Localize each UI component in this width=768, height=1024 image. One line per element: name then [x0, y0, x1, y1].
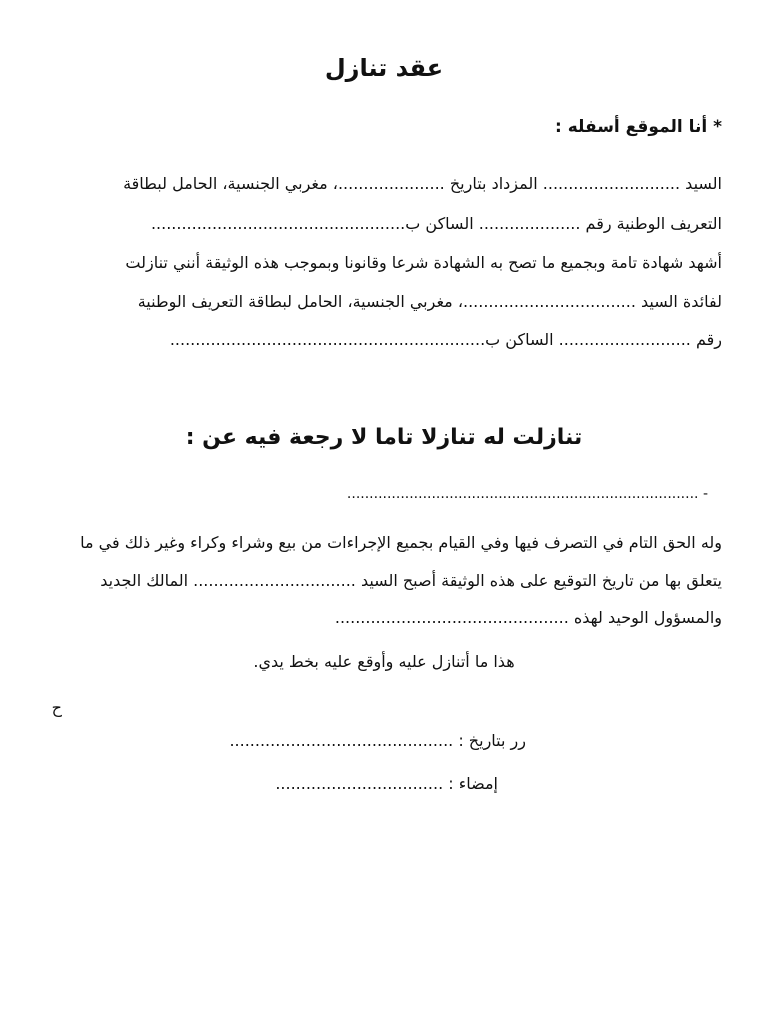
paragraph-line: وله الحق التام في التصرف فيها وفي القيام بجميع الإجراءات من بيع وشراء وكراء وغير ذلك في ما — [80, 533, 722, 552]
paragraph-line: يتعلق بها من تاريخ التوقيع على هذه الوثيقة أصبح السيد ................................ المالك الجديد — [100, 570, 722, 590]
document-title: عقد تنازل — [324, 54, 444, 82]
party-one-paragraph — [123, 164, 722, 244]
paragraph-line: لفائدة السيد ..................................، مغربي الجنسية، الحامل لبطاقة التعريف الوطنية — [137, 291, 722, 311]
paragraph-line: والمسؤول الوحيد لهذه .............................................. — [334, 608, 722, 627]
place-line: ح — [51, 698, 62, 717]
closing-statement: هذا ما أتنازل عليه وأوقع عليه بخط يدي. — [253, 652, 515, 671]
waiver-heading: تنازلت له تنازلا تاما لا رجعة فيه عن : — [185, 425, 583, 450]
intro-line: * أنا الموقع أسفله : — [555, 117, 722, 137]
paragraph-line: أشهد شهادة تامة وبجميع ما تصح به الشهادة شرعا وقانونا وبموجب هذه الوثيقة أنني تنازلت — [125, 253, 722, 272]
paragraph-line: السيد ........................... المزداد بتاريخ .....................، مغربي الجنسية، الحامل لبطاقة — [123, 174, 722, 193]
date-line: رر بتاريخ : ............................................ — [229, 731, 526, 750]
paragraph-line: رقم .......................... الساكن ب.............................................................. — [169, 330, 722, 349]
paragraph-line: التعريف الوطنية رقم .................... الساكن ب.................................................. — [150, 214, 722, 233]
testimony-paragraph — [125, 244, 722, 360]
rights-paragraph — [80, 524, 722, 637]
signature-line: إمضاء : ................................. — [275, 774, 498, 793]
waiver-item-line: - ............................................................................... — [346, 486, 708, 502]
